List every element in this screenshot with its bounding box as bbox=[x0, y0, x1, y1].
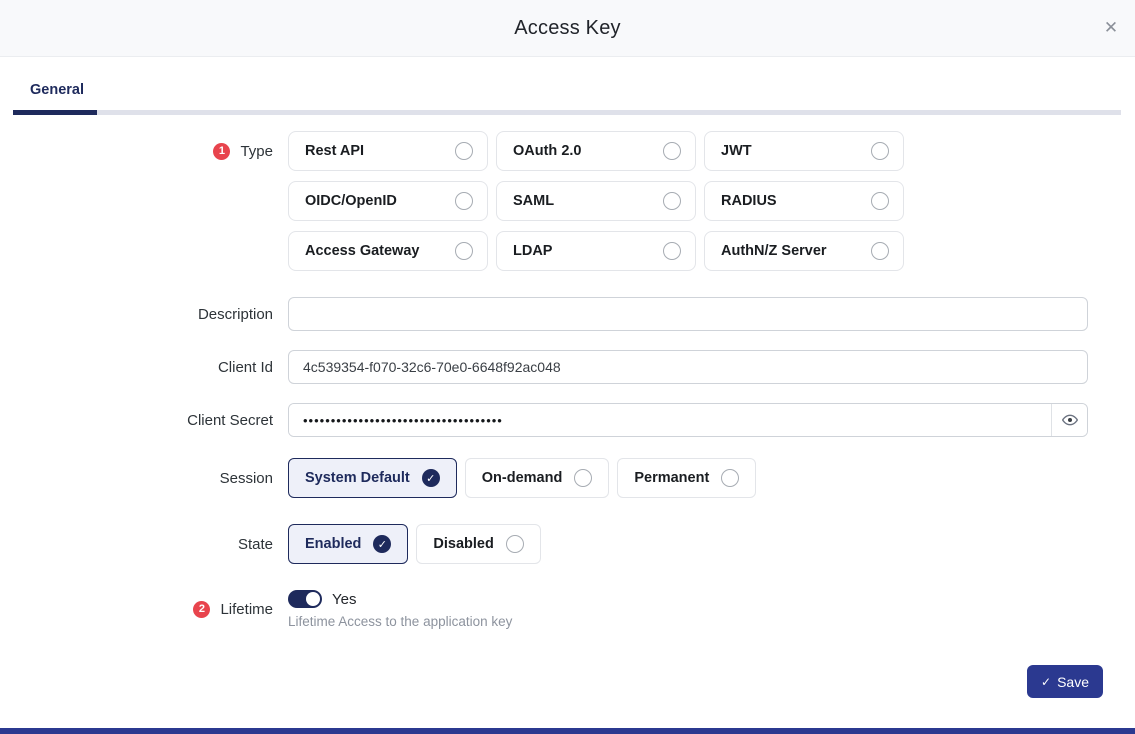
radio-icon[interactable] bbox=[574, 469, 592, 487]
description-input[interactable] bbox=[288, 297, 1088, 331]
type-option-oidc[interactable]: OIDC/OpenID bbox=[288, 181, 488, 221]
radio-icon[interactable] bbox=[506, 535, 524, 553]
type-options-grid bbox=[288, 131, 1088, 271]
session-label: Session bbox=[219, 469, 273, 487]
tab-bar bbox=[0, 57, 1135, 115]
close-icon[interactable]: ✕ bbox=[1099, 16, 1123, 40]
session-option-system-default[interactable]: System Default ✓ bbox=[288, 458, 457, 498]
radio-icon[interactable] bbox=[663, 192, 681, 210]
session-option-on-demand[interactable]: On-demand bbox=[465, 458, 610, 498]
access-key-form bbox=[0, 115, 1135, 698]
type-label-cell bbox=[0, 131, 288, 171]
radio-icon[interactable] bbox=[871, 192, 889, 210]
type-option-jwt[interactable]: JWT bbox=[704, 131, 904, 171]
client-secret-label: Client Secret bbox=[187, 411, 273, 429]
checked-radio-icon: ✓ bbox=[373, 535, 391, 553]
modal-header bbox=[0, 0, 1135, 57]
toggle-knob bbox=[306, 592, 320, 606]
type-option-radius[interactable]: RADIUS bbox=[704, 181, 904, 221]
type-option-ldap[interactable]: LDAP bbox=[496, 231, 696, 271]
radio-icon[interactable] bbox=[871, 242, 889, 260]
description-label: Description bbox=[197, 305, 273, 323]
modal-bottom-accent-bar bbox=[0, 728, 1135, 734]
client-secret-group bbox=[288, 403, 1088, 437]
session-row bbox=[0, 458, 1135, 498]
save-button[interactable]: ✓ Save bbox=[1027, 665, 1103, 698]
radio-icon[interactable] bbox=[721, 469, 739, 487]
lifetime-label: Lifetime bbox=[220, 600, 273, 618]
description-row bbox=[0, 297, 1135, 331]
checked-radio-icon: ✓ bbox=[422, 469, 440, 487]
client-id-label: Client Id bbox=[217, 358, 273, 376]
step-2-badge: 2 bbox=[193, 601, 210, 618]
lifetime-toggle[interactable] bbox=[288, 590, 322, 608]
lifetime-label-cell bbox=[0, 590, 288, 628]
check-icon: ✓ bbox=[1041, 674, 1052, 689]
client-secret-label-cell bbox=[0, 403, 288, 437]
session-options bbox=[288, 458, 1088, 498]
step-1-badge: 1 bbox=[213, 143, 230, 160]
state-option-enabled[interactable]: Enabled ✓ bbox=[288, 524, 408, 564]
type-option-saml[interactable]: SAML bbox=[496, 181, 696, 221]
type-option-oauth2[interactable]: OAuth 2.0 bbox=[496, 131, 696, 171]
radio-icon[interactable] bbox=[455, 242, 473, 260]
client-secret-row bbox=[0, 403, 1135, 437]
type-option-access-gateway[interactable]: Access Gateway bbox=[288, 231, 488, 271]
lifetime-helper-text: Lifetime Access to the application key bbox=[288, 614, 513, 629]
session-label-cell bbox=[0, 458, 288, 498]
eye-icon[interactable] bbox=[1051, 404, 1087, 436]
state-label-cell bbox=[0, 524, 288, 564]
type-row bbox=[0, 131, 1135, 271]
session-option-permanent[interactable]: Permanent bbox=[617, 458, 756, 498]
client-id-row bbox=[0, 350, 1135, 384]
radio-icon[interactable] bbox=[871, 142, 889, 160]
radio-icon[interactable] bbox=[663, 242, 681, 260]
client-secret-input[interactable] bbox=[289, 404, 1051, 436]
state-row bbox=[0, 524, 1135, 564]
modal-title: Access Key bbox=[514, 16, 621, 39]
state-label: State bbox=[237, 535, 273, 553]
tab-active-indicator bbox=[13, 110, 97, 115]
client-id-input[interactable] bbox=[288, 350, 1088, 384]
type-option-rest-api[interactable]: Rest API bbox=[288, 131, 488, 171]
type-option-authnz-server[interactable]: AuthN/Z Server bbox=[704, 231, 904, 271]
state-option-disabled[interactable]: Disabled bbox=[416, 524, 540, 564]
type-label: Type bbox=[240, 142, 273, 160]
description-label-cell bbox=[0, 297, 288, 331]
lifetime-toggle-label: Yes bbox=[332, 590, 357, 608]
radio-icon[interactable] bbox=[455, 192, 473, 210]
client-id-label-cell bbox=[0, 350, 288, 384]
tab-general[interactable]: General bbox=[30, 82, 84, 98]
state-options bbox=[288, 524, 1088, 564]
radio-icon[interactable] bbox=[663, 142, 681, 160]
footer bbox=[0, 665, 1135, 698]
lifetime-row bbox=[0, 590, 1135, 629]
radio-icon[interactable] bbox=[455, 142, 473, 160]
tab-underline-track bbox=[13, 110, 1121, 115]
